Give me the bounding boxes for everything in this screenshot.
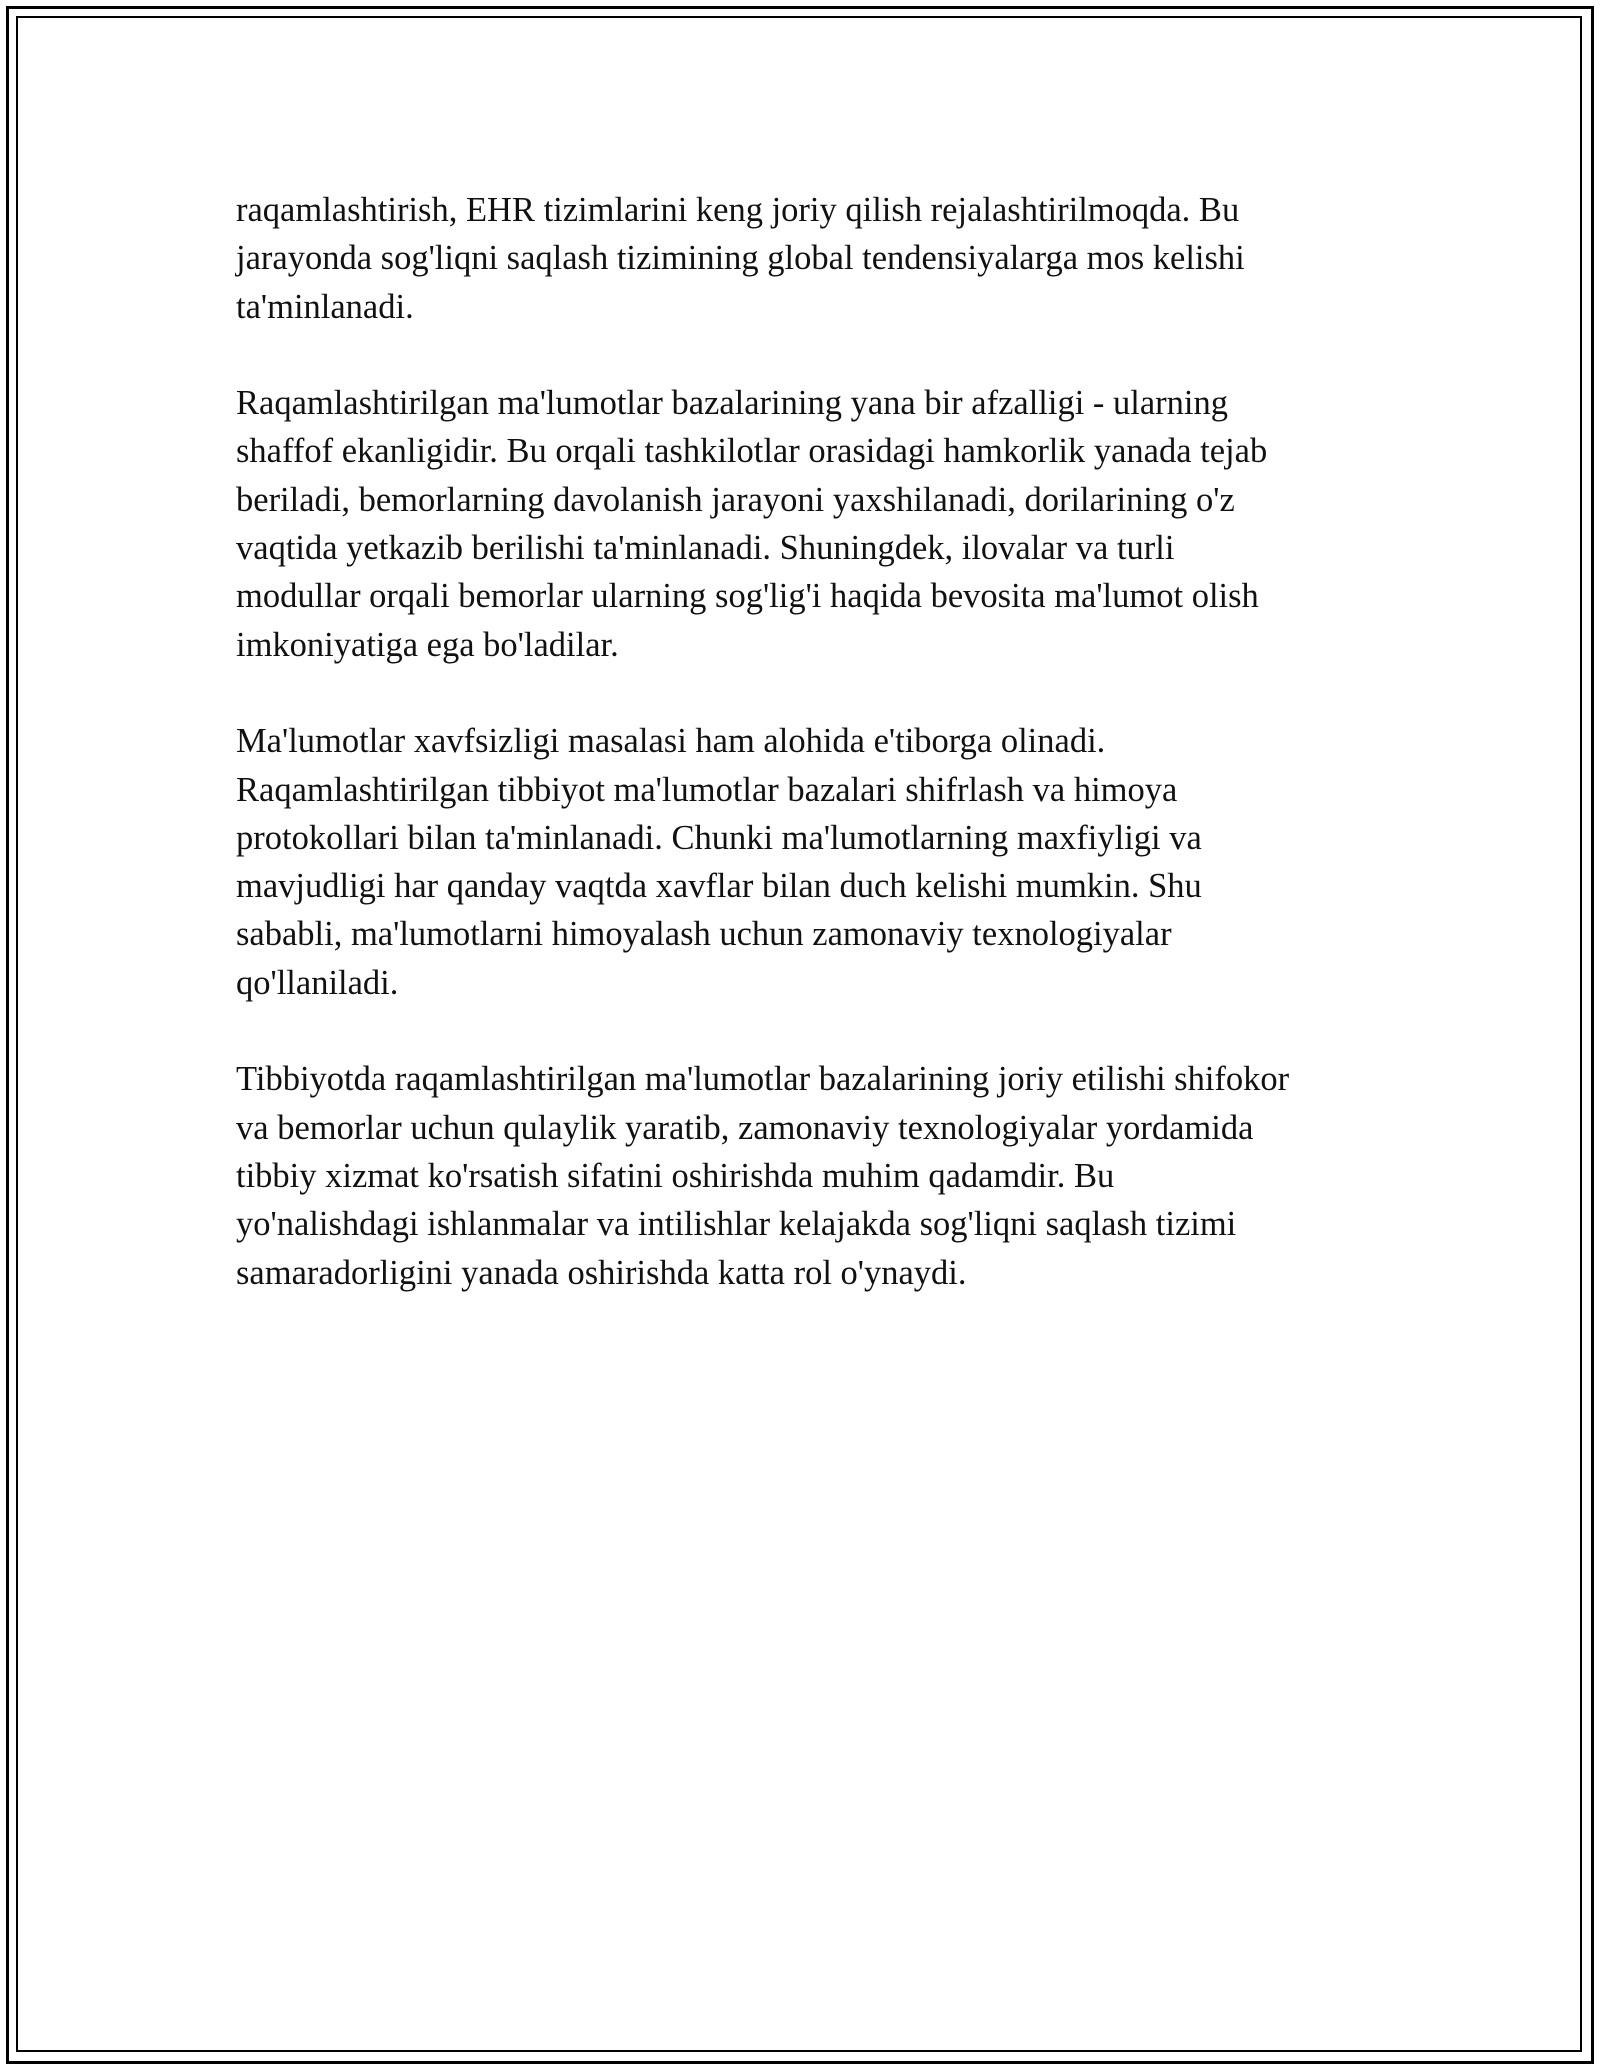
paragraph-line: vaqtida yetkazib berilishi ta'minlanadi. Shuningdek, ilovalar va turli <box>236 529 1175 568</box>
paragraph-1 <box>236 186 1366 331</box>
paragraph-line: qo'llaniladi. <box>236 963 399 1002</box>
paragraph-line: mavjudligi har qanday vaqtda xavflar bilan duch kelishi mumkin. Shu <box>236 867 1202 906</box>
paragraph-line: shaffof ekanligidir. Bu orqali tashkilotlar orasidagi hamkorlik yanada tejab <box>236 432 1268 471</box>
paragraph-line: samaradorligini yanada oshirishda katta rol o'ynaydi. <box>236 1253 967 1292</box>
paragraph-line: beriladi, bemorlarning davolanish jarayoni yaxshilanadi, dorilarining o'z <box>236 480 1235 519</box>
paragraph-line: modullar orqali bemorlar ularning sog'lig'i haqida bevosita ma'lumot olish <box>236 577 1259 616</box>
paragraph-line: Tibbiyotda raqamlashtirilgan ma'lumotlar bazalarining joriy etilishi shifokor <box>236 1060 1290 1099</box>
paragraph-line: raqamlashtirish, EHR tizimlarini keng joriy qilish rejalashtirilmoqda. Bu <box>236 191 1240 229</box>
paragraph-line: va bemorlar uchun qulaylik yaratib, zamonaviy texnologiyalar yordamida <box>236 1108 1254 1147</box>
paragraph-line: Raqamlashtirilgan ma'lumotlar bazalarining yana bir afzalligi - ularning <box>236 384 1228 423</box>
paragraph-line: Raqamlashtirilgan tibbiyot ma'lumotlar bazalari shifrlash va himoya <box>236 770 1178 809</box>
paragraph-line: tibbiy xizmat ko'rsatish sifatini oshirishda muhim qadamdir. Bu <box>236 1156 1115 1195</box>
paragraph-line: sababli, ma'lumotlarni himoyalash uchun zamonaviy texnologiyalar <box>236 915 1172 954</box>
paragraph-4 <box>236 1055 1366 1296</box>
paragraph-3 <box>236 717 1366 1007</box>
paragraph-line: protokollari bilan ta'minlanadi. Chunki ma'lumotlarning maxfiyligi va <box>236 818 1202 857</box>
paragraph-2 <box>236 379 1366 669</box>
paragraph-line: imkoniyatiga ega bo'ladilar. <box>236 625 619 664</box>
paragraph-line: Ma'lumotlar xavfsizligi masalasi ham alohida e'tiborga olinadi. <box>236 722 1106 761</box>
paragraph-line: ta'minlanadi. <box>236 287 414 326</box>
document-body <box>236 186 1366 1345</box>
paragraph-line: yo'nalishdagi ishlanmalar va intilishlar kelajakda sog'liqni saqlash tizimi <box>236 1205 1237 1244</box>
paragraph-line: jarayonda sog'liqni saqlash tizimining global tendensiyalarga mos kelishi <box>236 239 1245 278</box>
